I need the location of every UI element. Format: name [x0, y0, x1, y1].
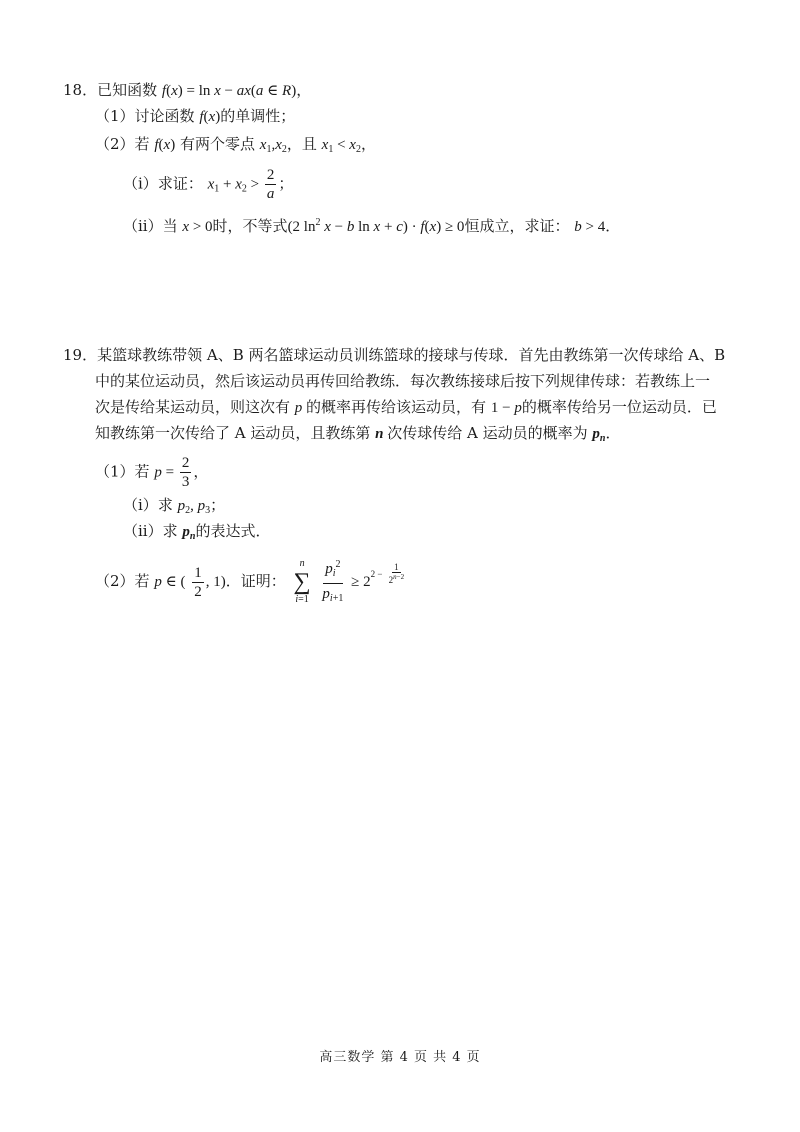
page-footer: 高三数学 第 4 页 共 4 页: [319, 1050, 481, 1065]
fraction-2-over-a: $\frac{2}{a}$: [266, 167, 275, 202]
q18-number: 18．: [63, 81, 98, 99]
q19-part2: （2）若 p ∈ ( $\frac{1}{2}$ , 1)．证明： n ∑ i=1 $\frac{p_i^2}{p_{i+1}}$ ≥ 2 2 − $\frac{1}{2^{n-2}}$: [95, 556, 408, 608]
q18-function-definition: f: [161, 83, 167, 99]
q19-line-2: 中的某位运动员，然后该运动员再传回给教练．每次教练接球后按下列规律传球：若教练上一: [95, 372, 711, 390]
fraction-1-over-2: $\frac{1}{2}$: [194, 564, 202, 600]
q19-part1: （1）若 p = $\frac{2}{3}$ ，: [95, 455, 209, 490]
q19-line-3: 次是传给某运动员，则这次有 p 的概率再传给该运动员，有 1 − p的概率传给另一位运动员．已: [95, 398, 717, 416]
exponent: 2 − $\frac{1}{2^{n-2}}$: [370, 562, 405, 585]
q18-stem: 18．已知函数 f(x) = ln x − ax(a ∈ R)，: [63, 81, 312, 99]
q19-number: 19．: [63, 346, 98, 364]
fraction-pi-squared-over-pi-plus-1: $\frac{p_i^2}{p_{i+1}}$: [320, 556, 345, 608]
q19-sub-ii: （ii）求 $p_n$的表达式．: [123, 522, 271, 542]
q18-part1: （1）讨论函数 f(x)的单调性；: [95, 107, 296, 125]
q19-line-1: 19．某篮球教练带领 A、B 两名篮球运动员训练篮球的接球与传球．首先由教练第一次传球给 A、B: [63, 346, 726, 364]
fraction-2-over-3: $\frac{2}{3}$: [181, 455, 190, 490]
summation: n ∑ i=1: [293, 558, 311, 605]
q19-sub-i: （i）求 $p_2$, $p_3$；: [123, 496, 226, 516]
q18-sub-i: （i）求证： $x_1 + x_2$ > $\frac{2}{a}$ ；: [123, 167, 294, 202]
q19-line-4: 知教练第一次传给了 A 运动员，且教练第 n 次传球传给 A 运动员的概率为 $p_n$．: [95, 424, 621, 444]
q18-part2: （2）若 f(x) 有两个零点 $x_1,x_2$，且 $x_1 < x_2$，: [95, 135, 376, 155]
q18-sub-ii: （ii）当 x > 0时，不等式(2 $\ln^2 x - b$ ln x + c) · f(x) ≥ 0恒成立，求证： b > 4．: [123, 217, 621, 235]
